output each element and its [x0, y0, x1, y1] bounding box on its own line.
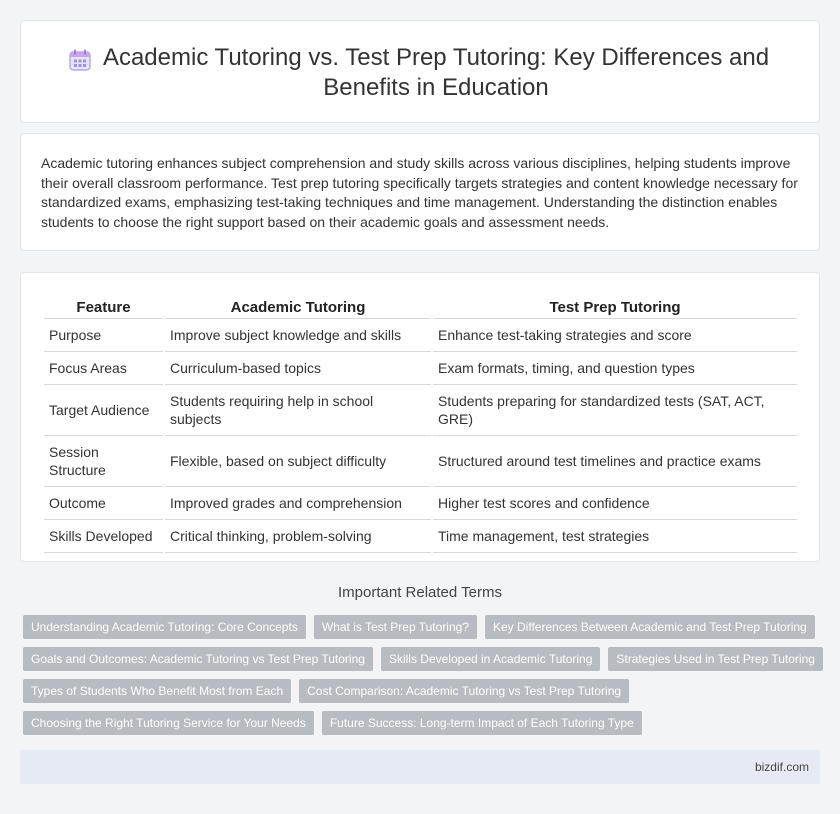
related-terms-heading: Important Related Terms — [338, 584, 502, 601]
table-header-row — [44, 295, 797, 319]
table-row — [44, 436, 797, 487]
comparison-table — [42, 295, 799, 553]
table-cell-test-prep: Students preparing for standardized tests (SAT, ACT, GRE) — [433, 385, 797, 436]
table-cell-academic: Improve subject knowledge and skills — [165, 319, 431, 352]
title-card — [20, 20, 820, 123]
table-row — [44, 487, 797, 520]
intro-card — [20, 133, 820, 251]
table-cell-test-prep: Time management, test strategies — [433, 520, 797, 553]
table-cell-feature: Purpose — [44, 319, 163, 352]
table-cell-feature: Focus Areas — [44, 352, 163, 385]
table-cell-test-prep: Higher test scores and confidence — [433, 487, 797, 520]
footer-site-link[interactable]: bizdif.com — [754, 760, 809, 774]
table-cell-feature: Session Structure — [44, 436, 163, 487]
related-term-link[interactable]: Goals and Outcomes: Academic Tutoring vs Test Prep Tutoring — [23, 647, 373, 671]
table-cell-academic: Curriculum-based topics — [165, 352, 431, 385]
related-term-link[interactable]: Understanding Academic Tutoring: Core Concepts — [23, 615, 306, 639]
related-term-link[interactable]: Key Differences Between Academic and Test Prep Tutoring — [485, 615, 815, 639]
related-term-link[interactable]: Skills Developed in Academic Tutoring — [381, 647, 600, 671]
table-cell-feature: Target Audience — [44, 385, 163, 436]
column-header-test-prep: Test Prep Tutoring — [433, 295, 797, 319]
table-row — [44, 352, 797, 385]
table-row — [44, 520, 797, 553]
column-header-feature: Feature — [44, 295, 163, 319]
related-term-link[interactable]: Strategies Used in Test Prep Tutoring — [608, 647, 823, 671]
page-title: Academic Tutoring vs. Test Prep Tutoring: Key Differences and Benefits in Education — [102, 44, 770, 101]
footer-bar — [20, 750, 820, 784]
table-cell-academic: Critical thinking, problem-solving — [165, 520, 431, 553]
table-row — [44, 385, 797, 436]
related-term-link[interactable]: Choosing the Right Tutoring Service for Your Needs — [23, 711, 314, 735]
related-term-link[interactable]: Future Success: Long-term Impact of Each Tutoring Type — [322, 711, 642, 735]
table-cell-academic: Students requiring help in school subjects — [165, 385, 431, 436]
table-cell-academic: Flexible, based on subject difficulty — [165, 436, 431, 487]
related-term-link[interactable]: Types of Students Who Benefit Most from Each — [23, 679, 291, 703]
table-cell-test-prep: Enhance test-taking strategies and score — [433, 319, 797, 352]
comparison-card — [20, 272, 820, 562]
intro-paragraph: Academic tutoring enhances subject comprehension and study skills across various disciplines, helping students improve their overall classroom performance. Test prep tutoring specifically targets strategies and content knowledge necessary for standardized exams, emphasizing test-taking techniques and time management. Understanding the distinction enables students to choose the right support based on their academic goals and assessment needs. — [41, 155, 798, 230]
related-term-link[interactable]: Cost Comparison: Academic Tutoring vs Test Prep Tutoring — [299, 679, 629, 703]
table-cell-academic: Improved grades and comprehension — [165, 487, 431, 520]
table-cell-test-prep: Exam formats, timing, and question types — [433, 352, 797, 385]
related-term-link[interactable]: What is Test Prep Tutoring? — [314, 615, 477, 639]
related-terms-list — [23, 615, 823, 743]
column-header-academic: Academic Tutoring — [165, 295, 431, 319]
table-cell-feature: Skills Developed — [44, 520, 163, 553]
table-row — [44, 319, 797, 352]
table-cell-feature: Outcome — [44, 487, 163, 520]
table-cell-test-prep: Structured around test timelines and practice exams — [433, 436, 797, 487]
